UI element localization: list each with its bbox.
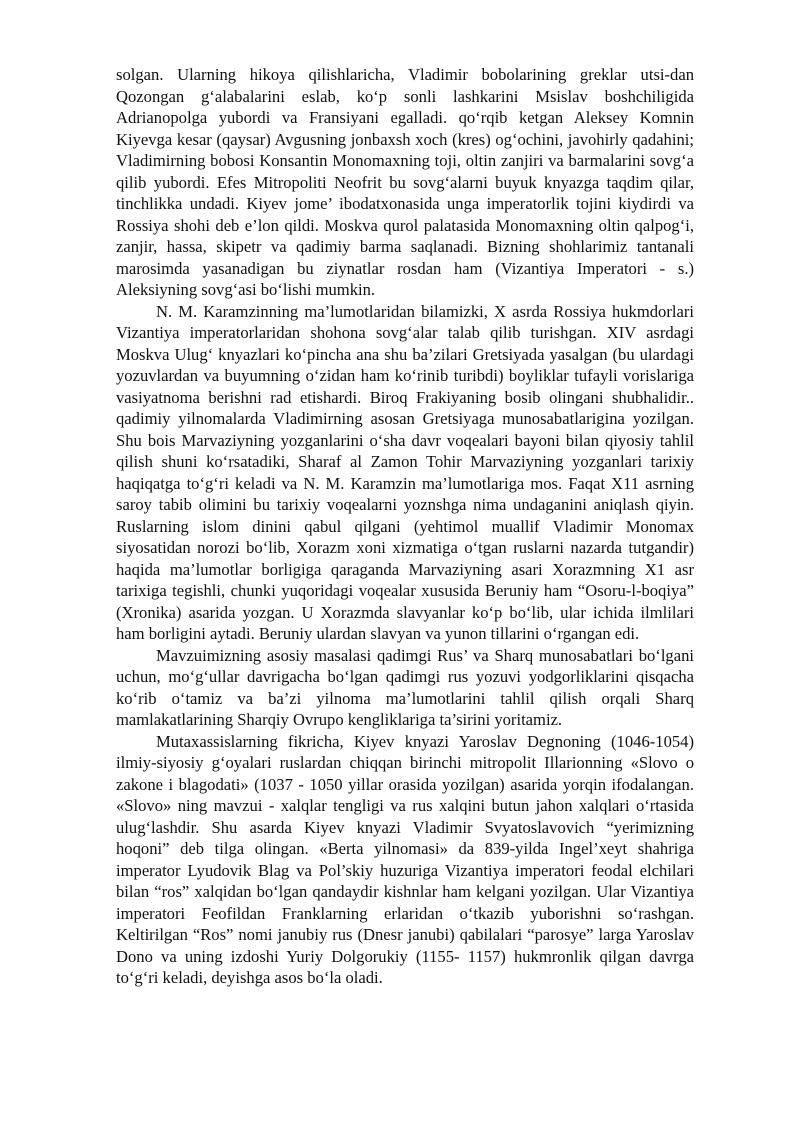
paragraph-main-topic: Mavzuimizning asosiy masalasi qadimgi Rus’ va Sharq munosabatlari bo‘lgani uchun, mo‘g‘ullar davrigacha bo‘lgan qadimgi rus yozuvi yodgorliklarini qisqacha ko‘rib o‘tamiz va ba’zi yilnoma ma’lumotlarini tahlil qilish orqali Sharq mamlakatlarining Sharqiy Ovrupo kengliklariga ta’sirini yoritamiz. (116, 645, 694, 729)
paragraph-continuation: solgan. Ularning hikoya qilishlaricha, Vladimir bobolarining greklar utsi-dan Qozongan g‘alabalarini eslab, ko‘p sonli lashkarini Msislav boshchiligida Adrianopolga yubordi va Fransiyani egalladi. qo‘rqib ketgan Aleksey Komnin Kiyevga kesar (qaysar) Avgusning jonbaxsh xoch (kres) og‘ochini, javohirly qadahini; Vladimirning bobosi Konsantin Monomaxning toji, oltin zanjiri va barmalarini sovg‘a qilib yubordi. Efes Mitropoliti Neofrit bu sovg‘alarni buyuk knyazga taqdim qilar, tinchlikka undadi. Kiyev jome’ ibodatxonasida unga imperatorlik tojini kiydirdi va Rossiya shohi deb e’lon qildi. Moskva qurol palatasida Monomaxning oltin qalpog‘i, zanjir, hassa, skipetr va qadimiy barma saqlanadi. Bizning shohlarimiz tantanali marosimda yasanadigan bu ziynatlar rosdan ham (Vizantiya Imperatori - s.) Aleksiyning sovg‘asi bo‘lishi mumkin. (116, 65, 694, 299)
paragraph-karamzin: N. M. Karamzinning ma’lumotlaridan bilamizki, X asrda Rossiya hukmdorlari Vizantiya imperatorlaridan shohona sovg‘alar talab qilib turishgan. XIV asrdagi Moskva Ulug‘ knyazlari ko‘pincha ana shu ba’zilari Gretsiyada yasalgan (bu ulardagi yozuvlardan va buyumning o‘zidan ham ko‘rinib turibdi) boyliklar tufayli vorislariga vasiyatnoma berishni rad etishardi. Biroq Frakiyaning bosib olingani shubhalidir.. qadimiy yilnomalarda Vladimirning asosan Gretsiyaga munosabatlarigina yozilgan. Shu bois Marvaziyning yozganlarini o‘sha davr voqealari bayoni bilan qiyosiy tahlil qilish shuni ko‘rsatadiki, Sharaf al Zamon Tohir Marvaziyning yozganlari tarixiy haqiqatga to‘g‘ri keladi va N. M. Karamzin ma’lumotlariga mos. Faqat X11 asrning saroy tabib olimini bu tarixiy voqealarni yoznshga nima undaganini aniqlash qiyin. Ruslarning islom dinini qabul qilgani (yehtimol muallif Vladimir Monomax siyosatidan norozi bo‘lib, Xorazm xoni xizmatiga o‘tgan ruslarni nazarda tutgandir) haqida ma’lumotlar borligiga qaraganda Marvaziyning asari Xorazmning X1 asr tarixiga tegishli, chunki yuqoridagi voqealar xususida Beruniy ham “Osoru-l-boqiya” (Xronika) asarida yozgan. U Xorazmda slavyanlar ko‘p bo‘lib, ular ichida ilmlilari ham borligini aytadi. Beruniy ulardan slavyan va yunon tillarini o‘rgangan edi. (116, 301, 694, 643)
paragraph-specialists: Mutaxassislarning fikricha, Kiyev knyazi Yaroslav Degnoning (1046-1054) ilmiy-siyosiy g‘oyalari ruslardan chiqqan birinchi mitropolit Illarionning «Slovo o zakone i blagodati» (1037 - 1050 yillar orasida yozilgan) asarida yorqin ifodalangan. «Slovo» ning mavzui - xalqlar tengligi va rus xalqini butun jahon xalqlari o‘rtasida ulug‘lashdir. Shu asarda Kiyev knyazi Vladimir Svyatoslavovich “yerimizning hoqoni” deb tilga olingan. «Berta yilnomasi» da 839-yilda Ingel’xeyt shahriga imperator Lyudovik Blag va Pol’skiy huzuriga Vizantiya imperatori feodal elchilari bilan “ros” xalqidan bo‘lgan qandaydir kishnlar ham kelgani yozilgan. Ular Vizantiya imperatori Feofildan Franklarning erlaridan o‘tkazib yuborishni so‘rashgan. Keltirilgan “Ros” nomi janubiy rus (Dnesr janubi) qabilalari “parosye” larga Yaroslav Dono va uning izdoshi Yuriy Dolgorukiy (1155- 1157) hukmronlik qilgan davrga to‘g‘ri keladi, deyishga asos bo‘la oladi. (116, 731, 694, 987)
document-page (116, 64, 694, 989)
